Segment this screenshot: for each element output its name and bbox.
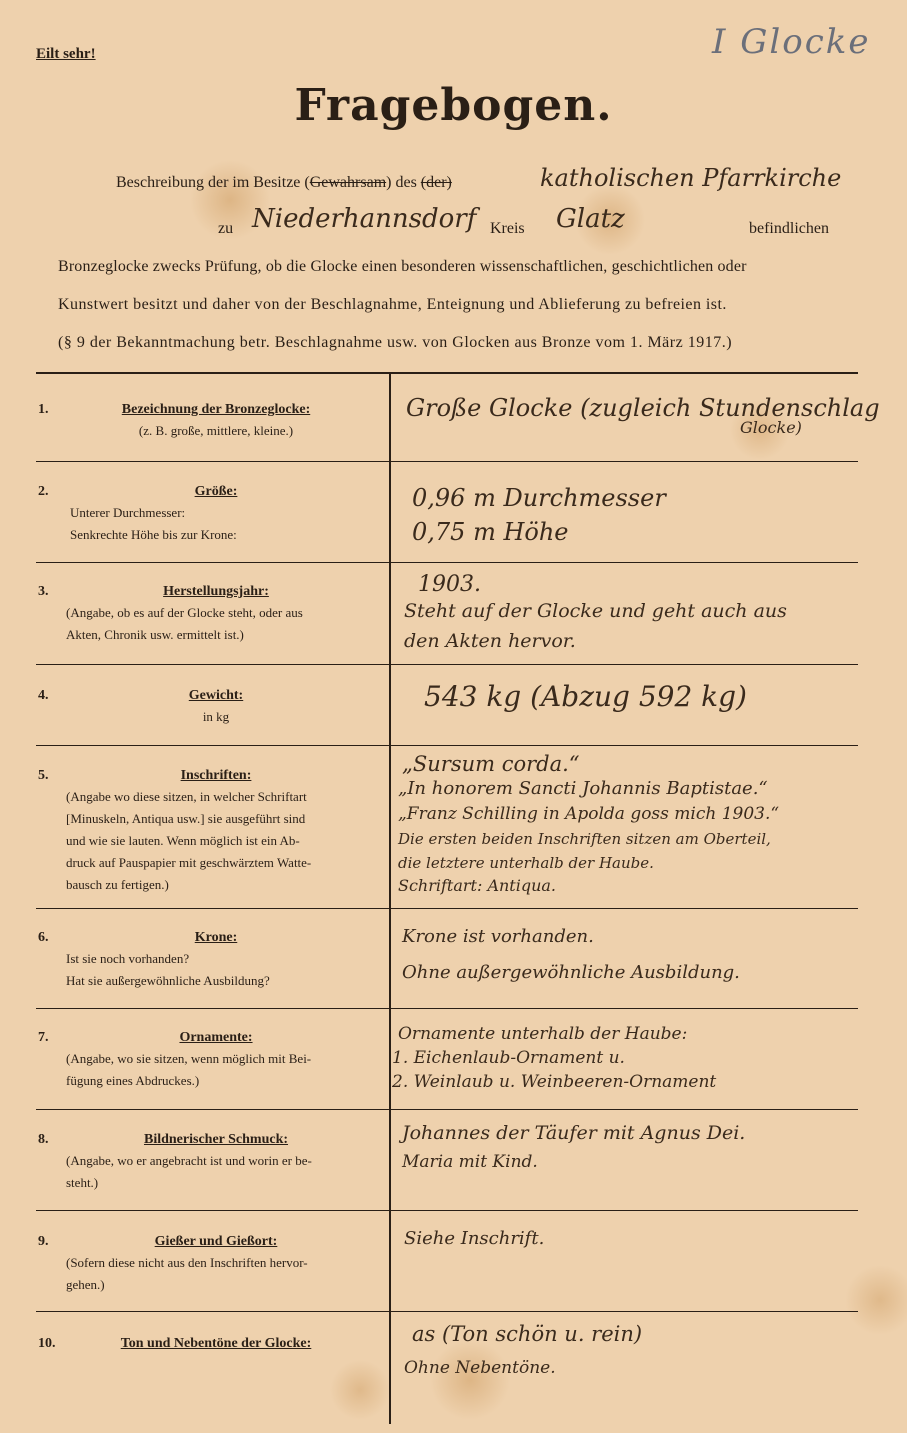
- row-number: 1.: [38, 402, 49, 417]
- row-heading: Gießer und Gießort:: [154, 1234, 278, 1249]
- row-answer: Schriftart: Antiqua.: [398, 876, 557, 895]
- urgent-label: Eilt sehr!: [36, 46, 96, 62]
- row-answer: „Franz Schilling in Apolda goss mich 1903.“: [398, 804, 780, 824]
- intro-zu: zu: [218, 220, 234, 237]
- archive-note: I Glocke: [712, 22, 871, 62]
- row-subtext: (Angabe, ob es auf der Glocke steht, oder aus: [66, 605, 303, 620]
- row-subtext: Akten, Chronik usw. ermittelt ist.): [66, 627, 244, 642]
- row-number: 3.: [38, 584, 49, 599]
- row-answer: 2. Weinlaub u. Weinbeeren-Ornament: [392, 1072, 717, 1092]
- row-heading: Bildnerischer Schmuck:: [143, 1132, 289, 1147]
- row-answer: Krone ist vorhanden.: [402, 926, 594, 947]
- intro-kreis-label: Kreis: [490, 220, 525, 237]
- row-divider: [36, 1008, 858, 1009]
- row-answer: die letztere unterhalb der Haube.: [398, 854, 654, 872]
- row-answer: den Akten hervor.: [404, 630, 576, 652]
- table-top-rule: [36, 372, 858, 374]
- row-subtext: Senkrechte Höhe bis zur Krone:: [70, 527, 237, 542]
- row-heading: Gewicht:: [188, 688, 244, 703]
- row-subtext: druck auf Pauspapier mit geschwärztem Watte-: [66, 855, 312, 870]
- row-subtext: (Angabe wo diese sitzen, in welcher Schriftart: [66, 789, 307, 804]
- row-answer: Maria mit Kind.: [402, 1152, 538, 1172]
- row-divider: [36, 1210, 858, 1211]
- row-subtext: Unterer Durchmesser:: [70, 505, 186, 520]
- intro-struck-word-2: (der): [420, 174, 452, 191]
- row-subtext: fügung eines Abdruckes.): [66, 1073, 200, 1088]
- row-answer: 0,75 m Höhe: [412, 518, 569, 546]
- row-number: 2.: [38, 484, 49, 499]
- row-heading: Größe:: [194, 484, 238, 499]
- row-answer: „Sursum corda.“: [402, 752, 580, 776]
- page-title: Fragebogen.: [294, 80, 613, 131]
- row-divider: [36, 461, 858, 462]
- row-subtext: (z. B. große, mittlere, kleine.): [138, 423, 294, 438]
- row-subtext: [Minuskeln, Antiqua usw.] sie ausgeführt sind: [66, 811, 306, 826]
- row-heading: Ton und Nebentöne der Glocke:: [120, 1336, 312, 1351]
- row-heading: Krone:: [194, 930, 238, 945]
- place-handwritten: Niederhannsdorf: [252, 204, 477, 234]
- intro-line-1: [116, 174, 452, 192]
- row-number: 4.: [38, 688, 49, 703]
- kreis-handwritten: Glatz: [556, 204, 625, 234]
- row-subtext: und wie sie lauten. Wenn möglich ist ein Ab-: [66, 833, 300, 848]
- intro-line1-mid: ) des: [386, 174, 417, 191]
- row-divider: [36, 745, 858, 746]
- row-answer: 543 kg (Abzug 592 kg): [424, 680, 747, 713]
- row-answer: Steht auf der Glocke und geht auch aus: [404, 600, 787, 622]
- intro-struck-word: Gewahrsam: [309, 174, 387, 191]
- row-answer: „In honorem Sancti Johannis Baptistae.“: [398, 778, 768, 799]
- row-answer: Johannes der Täufer mit Agnus Dei.: [402, 1122, 746, 1144]
- row-subtext: bausch zu fertigen.): [66, 877, 169, 892]
- row-subtext: Ist sie noch vorhanden?: [66, 951, 190, 966]
- intro-befindlichen: befindlichen: [749, 220, 829, 237]
- row-divider: [36, 1109, 858, 1110]
- row-number: 6.: [38, 930, 49, 945]
- row-heading: Ornamente:: [179, 1030, 253, 1045]
- row-answer: Siehe Inschrift.: [404, 1228, 545, 1249]
- owner-handwritten: katholischen Pfarrkirche: [540, 164, 842, 192]
- row-divider: [36, 562, 858, 563]
- row-subtext: in kg: [202, 709, 230, 724]
- row-heading: Bezeichnung der Bronzeglocke:: [121, 402, 311, 417]
- row-subtext: (Sofern diese nicht aus den Inschriften hervor-: [66, 1255, 308, 1270]
- intro-line1-pre: Beschreibung der im Besitze (: [116, 174, 310, 191]
- row-number: 9.: [38, 1234, 49, 1249]
- row-answer: Glocke): [740, 418, 802, 437]
- row-number: 7.: [38, 1030, 49, 1045]
- row-answer: as (Ton schön u. rein): [412, 1322, 643, 1346]
- row-answer: Ohne Nebentöne.: [404, 1358, 556, 1378]
- table-column-divider: [389, 372, 391, 1424]
- row-heading: Inschriften:: [180, 768, 252, 783]
- intro-line-3: Bronzeglocke zwecks Prüfung, ob die Glocke einen besonderen wissenschaftlichen, geschichtlichen oder: [58, 258, 747, 275]
- row-number: 5.: [38, 768, 49, 783]
- row-subtext: (Angabe, wo sie sitzen, wenn möglich mit Bei-: [66, 1051, 312, 1066]
- row-subtext: steht.): [66, 1175, 99, 1190]
- intro-line-4: Kunstwert besitzt und daher von der Beschlagnahme, Enteignung und Ablieferung zu befreien ist.: [58, 296, 727, 313]
- row-subtext: gehen.): [66, 1277, 105, 1292]
- row-answer: Die ersten beiden Inschriften sitzen am Oberteil,: [398, 830, 771, 848]
- row-answer: 0,96 m Durchmesser: [412, 484, 666, 512]
- row-divider: [36, 1311, 858, 1312]
- row-divider: [36, 664, 858, 665]
- intro-line-5: (§ 9 der Bekanntmachung betr. Beschlagnahme usw. von Glocken aus Bronze vom 1. März 1917.): [58, 334, 733, 351]
- row-divider: [36, 908, 858, 909]
- row-answer: Große Glocke (zugleich Stundenschlag: [406, 394, 880, 422]
- row-number: 8.: [38, 1132, 49, 1147]
- row-number: 10.: [38, 1336, 56, 1351]
- row-answer: 1903.: [418, 572, 481, 597]
- row-subtext: (Angabe, wo er angebracht ist und worin er be-: [66, 1153, 312, 1168]
- row-heading: Herstellungsjahr:: [163, 584, 269, 599]
- row-subtext: Hat sie außergewöhnliche Ausbildung?: [66, 973, 270, 988]
- row-answer: 1. Eichenlaub-Ornament u.: [392, 1048, 625, 1068]
- row-answer: Ornamente unterhalb der Haube:: [398, 1024, 688, 1044]
- row-answer: Ohne außergewöhnliche Ausbildung.: [402, 962, 740, 983]
